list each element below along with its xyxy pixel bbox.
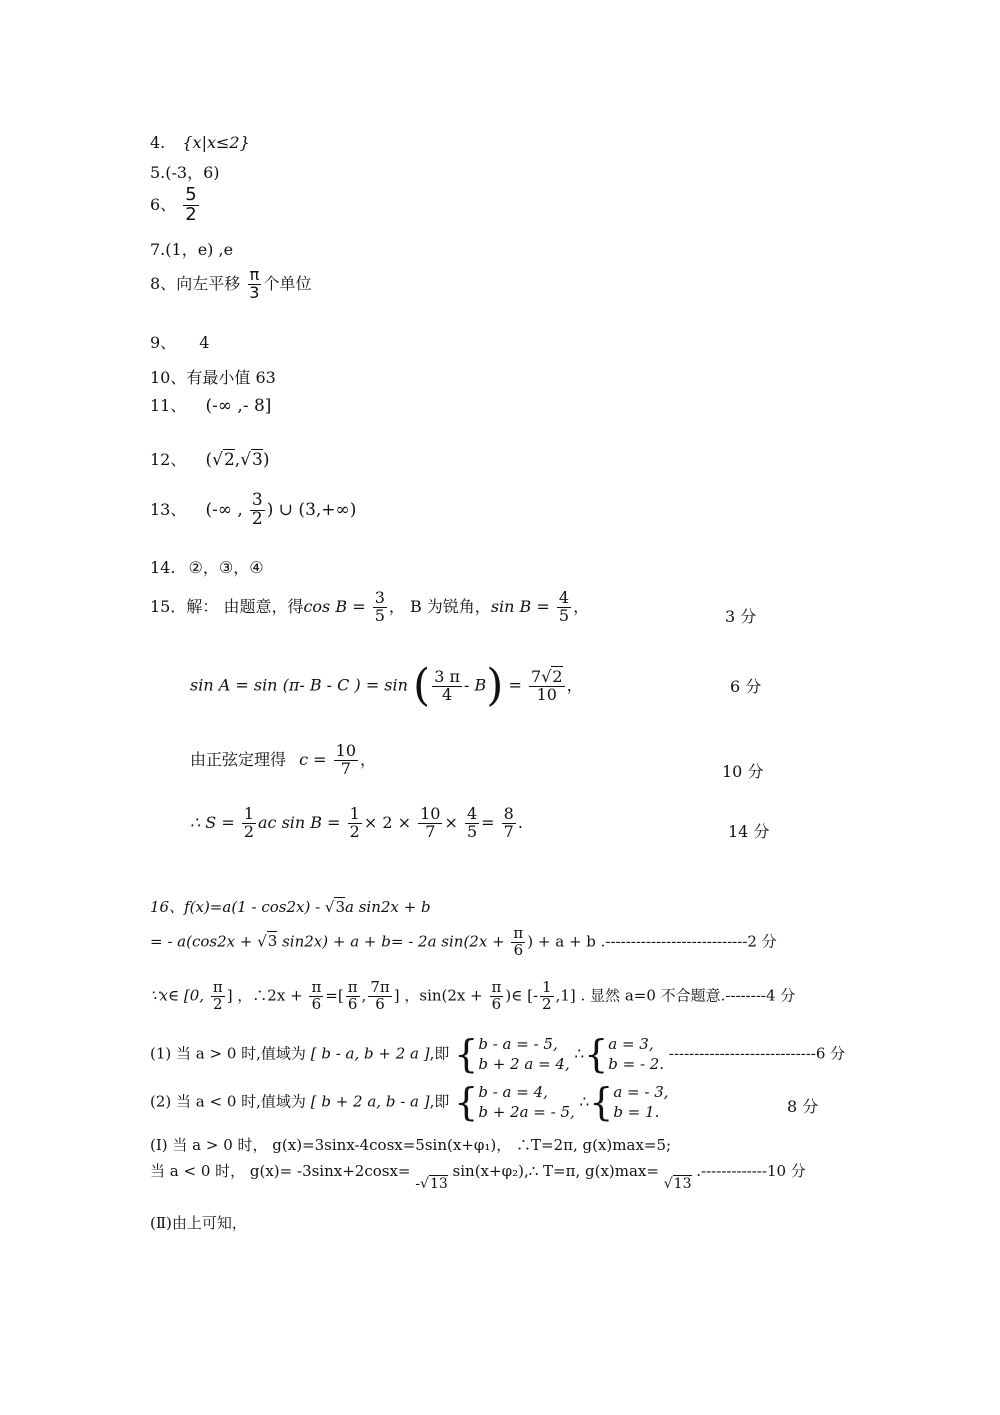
fraction: $\frac{7√2}{10}$ [531,666,563,704]
q16-part-1-line-1: (Ⅰ) 当 a > 0 时， g(x)=3sinx-4cosx=5sin(x+φ₁)， ∴T=2π, g(x)max=5; [150,1136,672,1154]
score-label: 14 分 [728,822,770,841]
answer-5: 5.(-3，6) [150,163,220,182]
sqrt: √13 [663,1176,692,1192]
fraction: $\frac{\pi}{6}$ [311,978,322,1013]
answer-10: 10、有最小值 63 [150,368,276,387]
answer-7: 7.(1，e) ,e [150,240,234,259]
fraction: $\frac{\pi}{6}$ [347,978,358,1013]
left-brace: { [454,1080,479,1125]
fraction: $\frac{\pi}{2}$ [212,978,223,1013]
equation-system: a = 3, b = - 2. [608,1035,665,1074]
left-paren: ( [413,660,431,711]
equation-system: a = - 3, b = 1. [613,1083,669,1122]
answer-9: 9、 4 [150,333,210,352]
q15-line-3: 由正弦定理得 c = $\frac{10}{7}$ ， [190,741,377,778]
answer-14: 14. ②，③，④ [150,558,264,577]
q16-case-2: (2) 当 a < 0 时,值域为 [ b + 2 a, b - a ],即 { b - a = 4, b + 2a = - 5, ∴{ a = - 3, b = 1. [150,1080,669,1125]
answer-13: 13、 (-∞ , $\frac{3}{2}$ ) ∪ (3,+∞) [150,490,357,529]
fraction: $\frac{7\pi}{6}$ [370,978,390,1013]
answer-8: 8、向左平移 $\frac{\pi}{3}$ 个单位 [150,265,312,302]
score-label: 3 分 [725,607,757,626]
q16-line-3: ∵x∈ [0, $\frac{\pi}{2}$ ] ，∴2x + $\frac{\pi}{6}$ =[ $\frac{\pi}{6}$ , $\frac{7\pi}{6}$ ] ，sin(2x + $\frac{\pi}{6}$ )∈ [- $\frac{1}{2}$ ,1] . 显然 a=0 不合题意.--------4 分 [150,978,796,1013]
fraction: $\frac{\pi}{3}$ [249,265,260,302]
negative-sqrt: -√13 [415,1176,448,1192]
equation-system: b - a = 4, b + 2a = - 5, [478,1083,575,1122]
fraction: $\frac{3}{5}$ [374,588,385,625]
answer-4: 4. {x|x≤2} [150,133,250,152]
fraction: $\frac{10}{7}$ [420,804,441,841]
answer-11: 11、 (-∞ ,- 8] [150,396,272,416]
q16-case-1: (1) 当 a > 0 时,值域为 [ b - a, b + 2 a ],即 { b - a = - 5, b + 2 a = 4, ∴{ a = 3, b = - 2. -----------------------------6 分 [150,1032,846,1077]
fraction: $\frac{3 \pi}{4}$ [434,666,460,704]
fraction: $\frac{4}{5}$ [558,588,570,625]
fraction: $\frac{8}{7}$ [503,804,514,841]
q15-line-2: sin A = sin (π- B - C ) = sin ( $\frac{3 \pi}{4}$ - B) = $\frac{7√2}{10}$ ， [190,660,583,711]
fraction: $\frac{1}{2}$ [243,804,254,841]
q16-part-1-line-2: 当 a < 0 时， g(x)= -3sinx+2cosx= -√13 sin(x+φ₂),∴ T=π, g(x)max= √13 .-------------10 分 [150,1162,806,1192]
fraction: $\frac{10}{7}$ [335,741,357,778]
left-brace: { [584,1032,609,1077]
fraction: $\frac{3}{2}$ [251,490,263,529]
equation-system: b - a = - 5, b + 2 a = 4, [478,1035,570,1074]
q15-line-4: ∴ S = $\frac{1}{2}$ ac sin B = $\frac{1}{2}$ × 2 × $\frac{10}{7}$ × $\frac{4}{5}$ = $\frac{8}{7}$ . [190,804,523,841]
left-brace: { [454,1032,479,1077]
answer-6: 6、 $\frac{5}{2}$ [150,184,197,225]
answer-12: 12、 (√2,√3) [150,450,270,470]
left-brace: { [589,1080,614,1125]
fraction: $\frac{4}{5}$ [466,804,478,841]
sqrt-pair: (√2,√3) [205,450,270,470]
score-label: 8 分 [787,1097,819,1116]
q16-line-1: 16、f(x)=a(1 - cos2x) - √3a sin2x + b [150,898,431,916]
right-paren: ) [486,660,504,711]
fraction: $\frac{\pi}{6}$ [491,978,502,1013]
q15-line-1: 15．解： 由题意，得cos B = $\frac{3}{5}$ ， B 为锐角，sin B = $\frac{4}{5}$ ， [150,588,590,625]
fraction: $\frac{5}{2}$ [185,184,197,225]
q16-line-2: = - a(cos2x + √3 sin2x) + a + b= - 2a sin(2x + $\frac{\pi}{6}$ ) + a + b .----------------------------2 分 [150,924,777,959]
fraction: $\frac{1}{2}$ [349,804,360,841]
score-label: 6 分 [730,677,762,696]
fraction: $\frac{\pi}{6}$ [513,924,524,959]
q16-part-2: (Ⅱ)由上可知， [150,1214,247,1232]
score-label: 10 分 [722,762,764,781]
fraction: $\frac{1}{2}$ [542,978,552,1013]
